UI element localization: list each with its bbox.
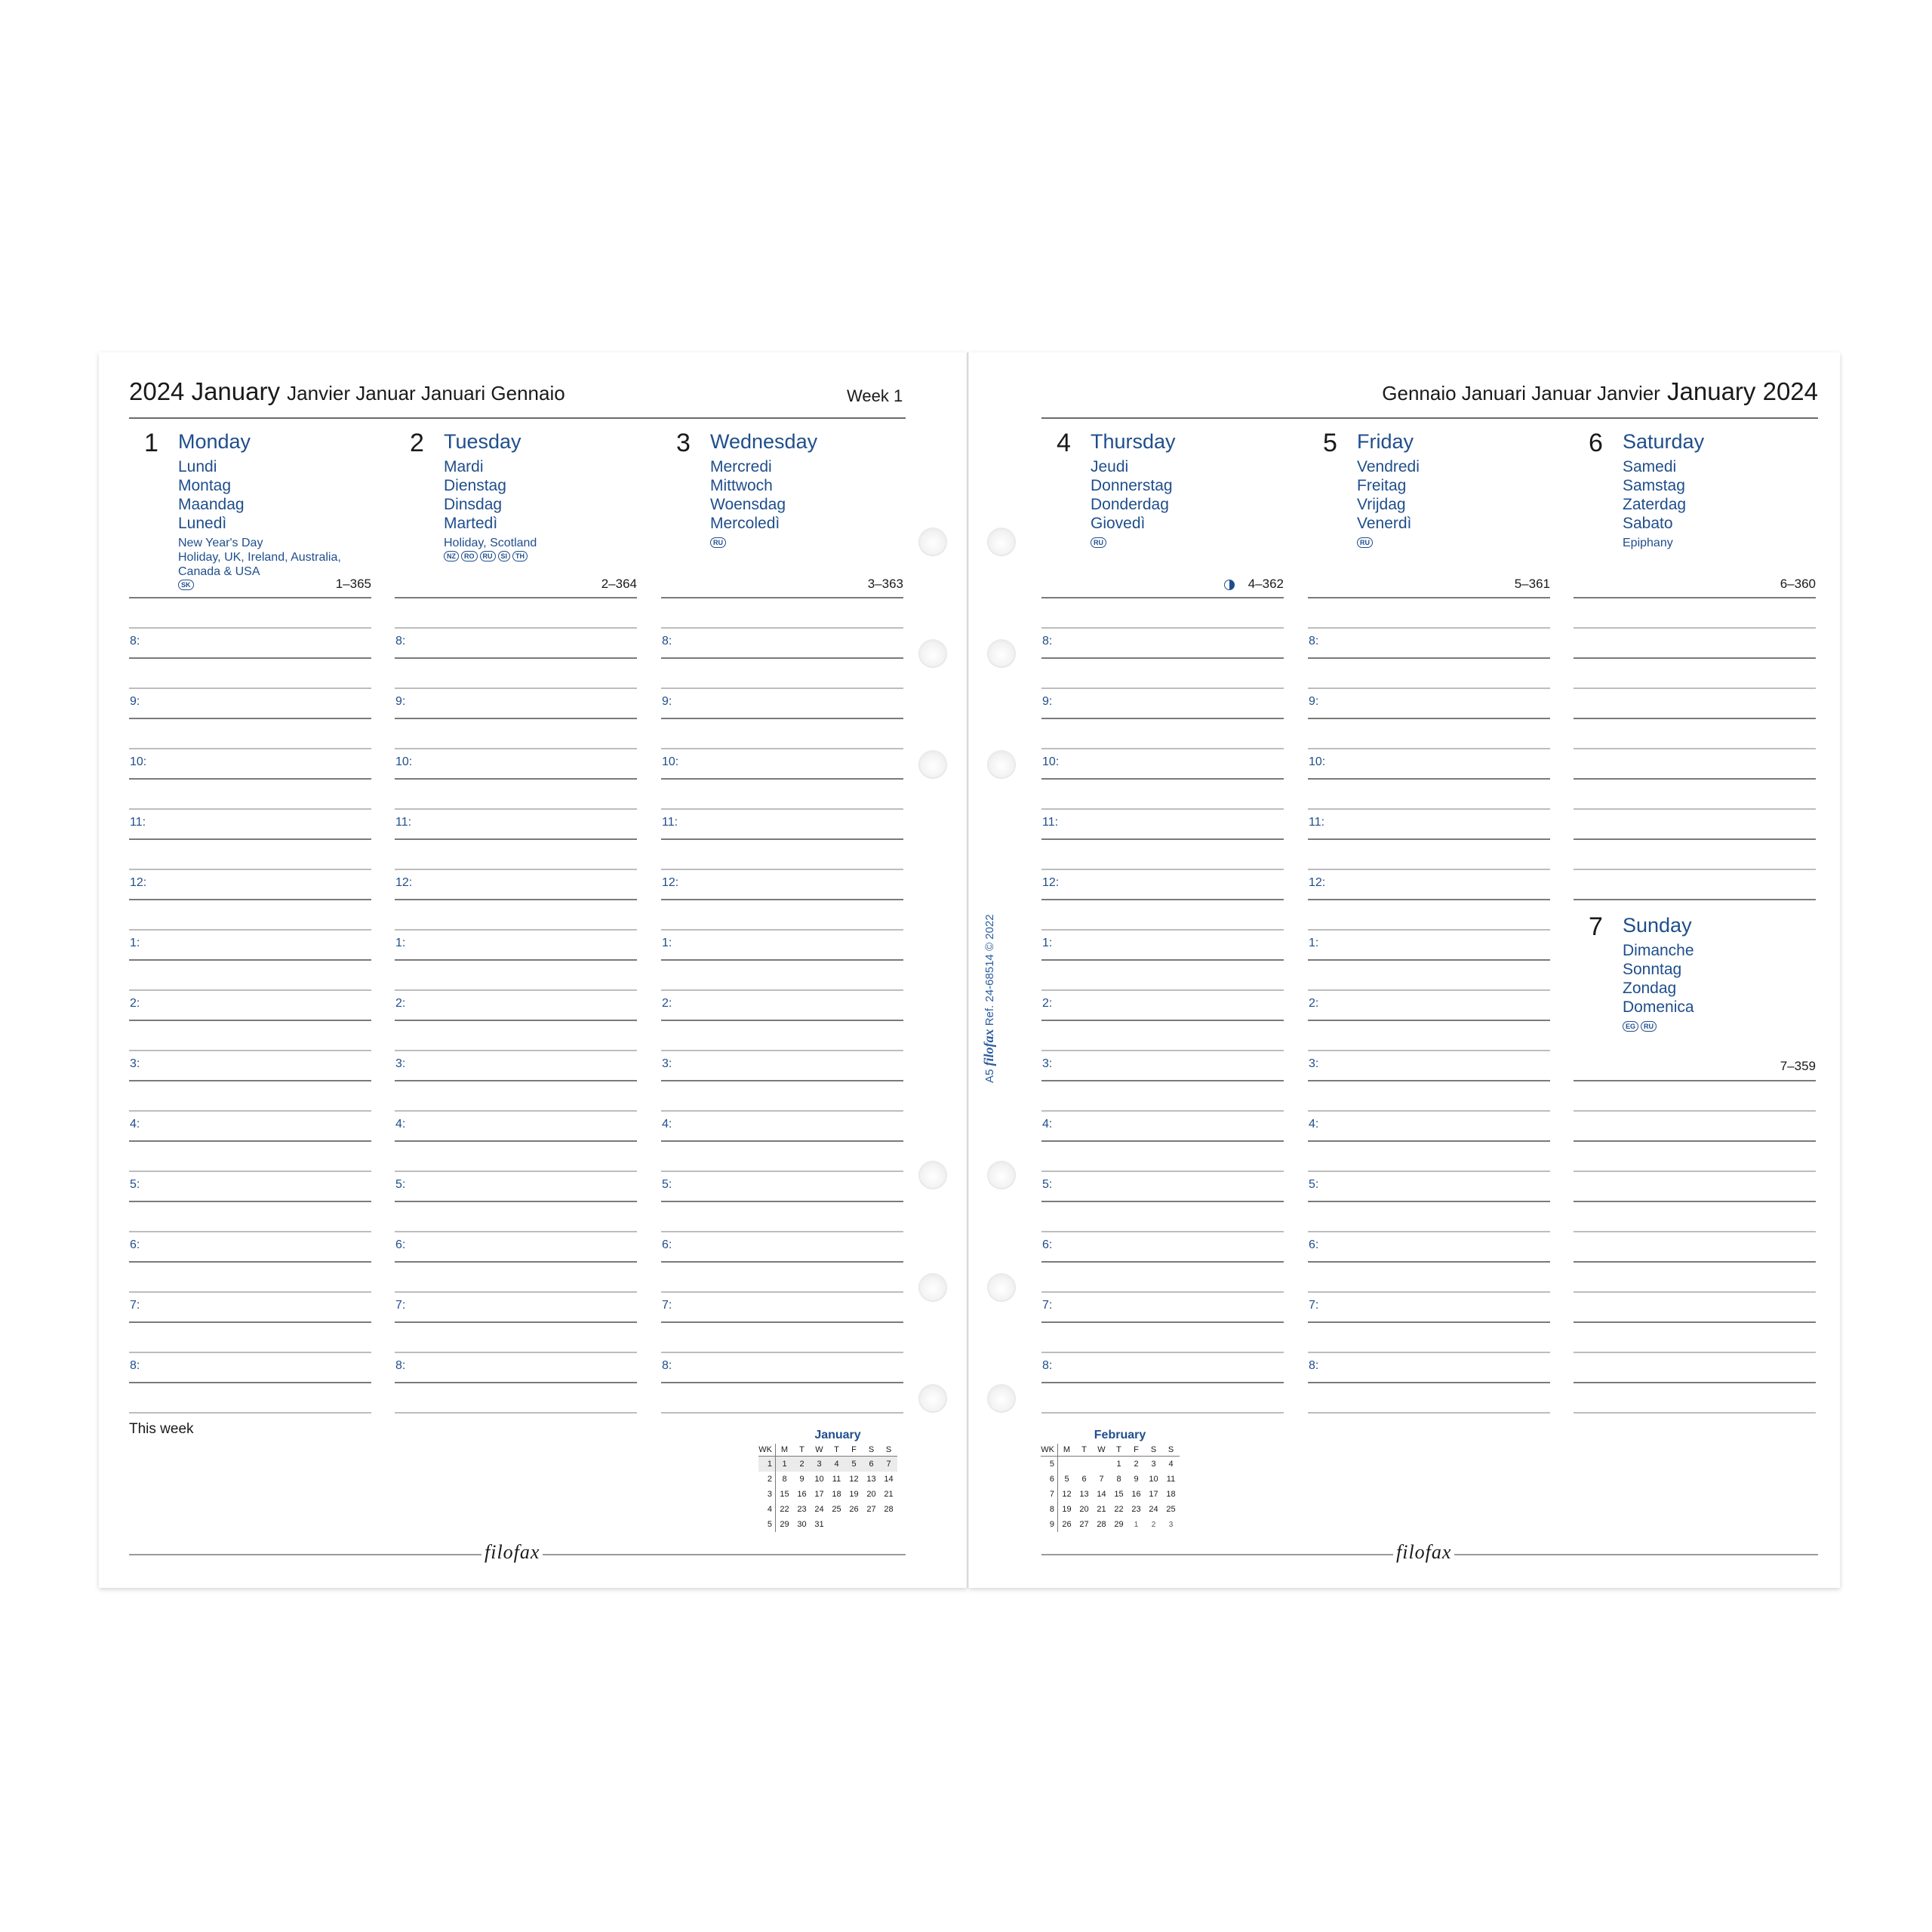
hour-label: 2: [395, 997, 406, 1010]
calendar-date: 18 [832, 1490, 841, 1499]
saturday-writing-area[interactable] [1574, 598, 1816, 900]
calendar-date: 13 [866, 1475, 876, 1484]
day-writing-area[interactable] [661, 598, 903, 1414]
day-writing-area[interactable] [395, 598, 637, 1414]
hour-label: 10: [662, 755, 679, 768]
calendar-date: 26 [1062, 1520, 1072, 1529]
calendar-date: 2 [1151, 1520, 1156, 1529]
mini-calendar-february [1041, 1429, 1184, 1532]
calendar-date: 4 [828, 1457, 845, 1472]
calendar-date: 15 [780, 1490, 789, 1499]
day-of-year-count [395, 577, 637, 592]
hour-label: 8: [662, 1359, 672, 1372]
country-badge: TH [512, 551, 528, 561]
mini-calendar-header: W [1093, 1444, 1110, 1457]
calendar-date: 16 [1131, 1490, 1141, 1499]
calendar-date [1075, 1457, 1093, 1472]
hour-label: 8: [130, 635, 140, 648]
hour-label: 10: [1042, 755, 1060, 768]
calendar-date: 3 [811, 1457, 828, 1472]
week-number: 1 [758, 1457, 776, 1472]
week-number: 5 [1041, 1457, 1058, 1472]
mini-calendar-week-row [758, 1457, 897, 1472]
country-badges [1091, 537, 1106, 548]
calendar-date: 20 [866, 1490, 876, 1499]
day-name-translation: Freitag [1357, 477, 1407, 494]
country-badge: NZ [444, 551, 459, 561]
hour-label: 4: [662, 1118, 672, 1131]
day-name-translation: Venerdì [1357, 515, 1412, 532]
country-badge: RU [1091, 537, 1106, 548]
calendar-date: 10 [814, 1475, 824, 1484]
hour-label: 2: [662, 997, 672, 1010]
calendar-date: 28 [884, 1505, 894, 1514]
right-page-title [1382, 377, 1818, 406]
calendar-date [845, 1517, 863, 1532]
day-count-text: 7–359 [1780, 1059, 1816, 1073]
punch-hole [918, 1161, 947, 1189]
mini-calendar-january [758, 1429, 902, 1532]
calendar-date: 15 [1114, 1490, 1124, 1499]
calendar-date: 21 [1097, 1505, 1106, 1514]
mini-calendar-header: WK [758, 1444, 776, 1457]
calendar-date: 29 [1114, 1520, 1124, 1529]
hour-label: 11: [130, 816, 146, 829]
mini-calendar-header: S [1162, 1444, 1180, 1457]
day-name-translation: Mardi [444, 458, 484, 475]
mini-calendar-grid [758, 1444, 897, 1532]
hour-label: 2: [1042, 997, 1053, 1010]
punch-hole [987, 750, 1016, 779]
calendar-date: 27 [866, 1505, 876, 1514]
calendar-date [863, 1517, 880, 1532]
hour-label: 11: [395, 816, 412, 829]
calendar-date: 7 [880, 1457, 897, 1472]
month-translations: Janvier Januar Januari Gennaio [287, 382, 565, 405]
mini-calendar-header: T [1075, 1444, 1093, 1457]
calendar-date: 9 [1134, 1475, 1139, 1484]
mini-calendar-week-row [758, 1487, 897, 1502]
mini-calendar-week-row [758, 1517, 897, 1532]
mini-calendar-header: S [880, 1444, 897, 1457]
hour-label: 6: [1309, 1238, 1319, 1251]
country-badge: EG [1623, 1021, 1638, 1032]
day-of-year-count [1574, 577, 1816, 592]
hour-label: 11: [662, 816, 678, 829]
calendar-date: 5 [845, 1457, 863, 1472]
hour-label: 4: [130, 1118, 140, 1131]
mini-calendar-header: M [1058, 1444, 1076, 1457]
hour-label: 10: [1309, 755, 1326, 768]
day-name-translation: Vrijdag [1357, 496, 1406, 513]
hour-label: 5: [395, 1178, 406, 1191]
calendar-date: 16 [797, 1490, 807, 1499]
header-rule-right [1041, 417, 1818, 419]
country-badge: RU [710, 537, 726, 548]
day-name-translation: Jeudi [1091, 458, 1129, 475]
filofax-logo: filofax [1393, 1541, 1454, 1564]
hour-label: 6: [395, 1238, 406, 1251]
brand-mark: filofax [981, 1029, 996, 1066]
hour-label: 10: [395, 755, 413, 768]
day-name: Monday [178, 430, 251, 453]
page-spine [967, 352, 969, 1588]
country-badge: RU [480, 551, 496, 561]
calendar-date: 14 [884, 1475, 894, 1484]
calendar-date: 3 [1168, 1520, 1174, 1529]
calendar-date: 1 [1116, 1460, 1121, 1469]
calendar-date: 22 [780, 1505, 789, 1514]
mini-calendar-title: January [814, 1429, 861, 1441]
calendar-date: 14 [1097, 1490, 1106, 1499]
day-writing-area[interactable] [129, 598, 371, 1414]
hour-label: 12: [130, 876, 147, 889]
mini-calendar-header: M [776, 1444, 794, 1457]
hour-label: 3: [662, 1057, 672, 1070]
day-writing-area[interactable] [1041, 598, 1284, 1414]
mini-calendar-week-row [1041, 1502, 1180, 1517]
mini-calendar-header: S [863, 1444, 880, 1457]
hour-label: 5: [1042, 1178, 1053, 1191]
day-name-translation: Dienstag [444, 477, 506, 494]
calendar-date: 12 [1062, 1490, 1072, 1499]
hour-label: 1: [130, 937, 140, 949]
week-number: 9 [1041, 1517, 1058, 1532]
mini-calendar-header: T [828, 1444, 845, 1457]
calendar-date [1058, 1457, 1076, 1472]
punch-hole [918, 1384, 947, 1413]
calendar-date: 21 [884, 1490, 894, 1499]
hour-label: 1: [1042, 937, 1053, 949]
header-rule-left [129, 417, 906, 419]
day-of-year-count [1308, 577, 1550, 592]
mini-calendar-grid [1041, 1444, 1180, 1532]
hour-label: 1: [662, 937, 672, 949]
hour-label: 4: [1309, 1118, 1319, 1131]
day-name-translation: Woensdag [710, 496, 786, 513]
hour-label: 9: [1042, 695, 1053, 708]
month-year-title: January 2024 [1667, 377, 1818, 405]
hour-label: 9: [395, 695, 406, 708]
calendar-date: 17 [1149, 1490, 1158, 1499]
hour-label: 9: [130, 695, 140, 708]
calendar-date: 1 [776, 1457, 794, 1472]
hour-label: 2: [1309, 997, 1319, 1010]
week-number: 5 [758, 1517, 776, 1532]
day-name-translation: Zondag [1623, 980, 1677, 997]
hour-label: 8: [130, 1359, 140, 1372]
calendar-date: 19 [1062, 1505, 1072, 1514]
day-number: 6 [1589, 429, 1603, 457]
hour-label: 8: [1309, 1359, 1319, 1372]
hour-label: 7: [662, 1299, 672, 1312]
hour-label: 11: [1042, 816, 1059, 829]
punch-hole [987, 528, 1016, 556]
day-name-translation: Samedi [1623, 458, 1677, 475]
country-badge: RU [1357, 537, 1373, 548]
punch-hole [987, 639, 1016, 668]
day-count-text: 6–360 [1780, 577, 1816, 591]
calendar-date: 11 [832, 1475, 841, 1484]
week-number-label: Week 1 [847, 386, 903, 405]
this-week-label: This week [129, 1421, 194, 1437]
calendar-date: 8 [782, 1475, 787, 1484]
country-badge: SI [498, 551, 511, 561]
calendar-date: 6 [863, 1457, 880, 1472]
page-size-label: A5 [983, 1069, 996, 1083]
calendar-date: 25 [1166, 1505, 1176, 1514]
calendar-date: 9 [799, 1475, 804, 1484]
day-count-text: 5–361 [1514, 577, 1550, 591]
calendar-date: 23 [797, 1505, 807, 1514]
calendar-date: 31 [814, 1520, 824, 1529]
day-number: 5 [1323, 429, 1337, 457]
day-name: Thursday [1091, 430, 1176, 453]
hour-label: 6: [1042, 1238, 1053, 1251]
week-number: 2 [758, 1472, 776, 1487]
holiday-text: Holiday, Scotland [444, 537, 537, 549]
punch-hole [918, 528, 947, 556]
mini-calendar-header: F [1128, 1444, 1145, 1457]
day-of-year-count [661, 577, 903, 592]
calendar-date: 17 [814, 1490, 824, 1499]
hour-label: 12: [1042, 876, 1060, 889]
calendar-date [828, 1517, 845, 1532]
hour-label: 4: [395, 1118, 406, 1131]
hour-label: 7: [1309, 1299, 1319, 1312]
mini-calendar-header: T [793, 1444, 811, 1457]
week-number: 4 [758, 1502, 776, 1517]
calendar-date: 24 [1149, 1505, 1158, 1514]
hour-label: 10: [130, 755, 147, 768]
day-name-translation: Martedì [444, 515, 498, 532]
day-number: 2 [410, 429, 424, 457]
day-count-text: 2–364 [601, 577, 637, 591]
week-number: 7 [1041, 1487, 1058, 1502]
holiday-text: Epiphany [1623, 537, 1673, 549]
country-badges [1623, 1021, 1657, 1032]
country-badges [710, 537, 726, 548]
day-name-translation: Zaterdag [1623, 496, 1687, 513]
mini-calendar-header: W [811, 1444, 828, 1457]
calendar-date [880, 1517, 897, 1532]
day-name: Saturday [1623, 430, 1705, 453]
day-name: Tuesday [444, 430, 521, 453]
day-name-translation: Vendredi [1357, 458, 1420, 475]
ref-number: Ref. 24-68514 [983, 954, 996, 1026]
mini-calendar-week-row [1041, 1517, 1180, 1532]
day-count-text: 4–362 [1247, 577, 1284, 591]
filofax-logo: filofax [481, 1541, 543, 1564]
day-of-year-count [129, 577, 371, 592]
week-number: 6 [1041, 1472, 1058, 1487]
day-name-translation: Mercredi [710, 458, 772, 475]
hour-label: 6: [130, 1238, 140, 1251]
hour-label: 8: [395, 1359, 406, 1372]
hour-label: 3: [1042, 1057, 1053, 1070]
country-badge: RU [1641, 1021, 1657, 1032]
day-name-translation: Donnerstag [1091, 477, 1173, 494]
mini-calendar-week-row [758, 1472, 897, 1487]
calendar-date: 6 [1081, 1475, 1087, 1484]
day-name-translation: Samstag [1623, 477, 1685, 494]
calendar-date: 18 [1166, 1490, 1176, 1499]
calendar-date: 1 [1134, 1520, 1139, 1529]
mini-calendar-week-row [1041, 1487, 1180, 1502]
country-badges [444, 551, 528, 561]
hour-label: 1: [395, 937, 406, 949]
calendar-date: 30 [797, 1520, 807, 1529]
punch-hole [987, 1161, 1016, 1189]
day-name-translation: Mittwoch [710, 477, 773, 494]
hour-label: 8: [1042, 635, 1053, 648]
punch-hole [918, 1273, 947, 1302]
mini-calendar-header: F [845, 1444, 863, 1457]
left-page-title [129, 377, 565, 406]
hour-label: 4: [1042, 1118, 1053, 1131]
hour-label: 7: [130, 1299, 140, 1312]
day-name-translation: Montag [178, 477, 232, 494]
calendar-date: 2 [793, 1457, 811, 1472]
calendar-date: 27 [1079, 1520, 1089, 1529]
day-name-translation: Lundi [178, 458, 217, 475]
hour-label: 8: [395, 635, 406, 648]
mini-calendar-week-row [758, 1502, 897, 1517]
copyright: © 2022 [983, 914, 996, 952]
month-year-title: 2024 January [129, 377, 280, 405]
day-number: 1 [144, 429, 158, 457]
calendar-date [1093, 1457, 1110, 1472]
hour-label: 11: [1309, 816, 1325, 829]
hour-label: 6: [662, 1238, 672, 1251]
mini-calendar-header: WK [1041, 1444, 1058, 1457]
day-writing-area[interactable] [1308, 598, 1550, 1414]
calendar-date: 8 [1116, 1475, 1121, 1484]
day-number: 7 [1589, 912, 1603, 941]
mini-calendar-week-row [1041, 1472, 1180, 1487]
country-badge: RO [461, 551, 478, 561]
mini-calendar-header: T [1110, 1444, 1128, 1457]
day-name: Wednesday [710, 430, 818, 453]
holiday-text: Holiday, UK, Ireland, Australia, [178, 551, 341, 564]
calendar-date: 11 [1166, 1475, 1176, 1484]
holiday-text: New Year's Day [178, 537, 263, 549]
calendar-date: 22 [1114, 1505, 1124, 1514]
hour-label: 5: [130, 1178, 140, 1191]
day-name-translation: Sabato [1623, 515, 1673, 532]
hour-label: 12: [1309, 876, 1326, 889]
calendar-date: 10 [1149, 1475, 1158, 1484]
calendar-date: 29 [780, 1520, 789, 1529]
day-name: Sunday [1623, 914, 1692, 937]
punch-hole [987, 1273, 1016, 1302]
hour-label: 9: [662, 695, 672, 708]
mini-calendar-title: February [1094, 1429, 1146, 1441]
hour-label: 7: [395, 1299, 406, 1312]
day-name-translation: Maandag [178, 496, 245, 513]
sunday-writing-area[interactable] [1574, 1081, 1816, 1414]
day-name-translation: Dimanche [1623, 942, 1694, 959]
day-of-year-count [1041, 577, 1284, 592]
hour-label: 5: [1309, 1178, 1319, 1191]
day-count-text: 1–365 [335, 577, 371, 591]
week-number: 3 [758, 1487, 776, 1502]
day-number: 3 [676, 429, 691, 457]
day-name-translation: Lunedì [178, 515, 227, 532]
day-number: 4 [1057, 429, 1071, 457]
day-name-translation: Mercoledì [710, 515, 780, 532]
calendar-date: 3 [1151, 1460, 1156, 1469]
punch-hole [918, 750, 947, 779]
calendar-date: 12 [849, 1475, 859, 1484]
calendar-date: 24 [814, 1505, 824, 1514]
day-count-text: 3–363 [867, 577, 903, 591]
calendar-date: 26 [849, 1505, 859, 1514]
holiday-text: Canada & USA [178, 565, 260, 578]
calendar-date: 19 [849, 1490, 859, 1499]
hour-label: 9: [1309, 695, 1319, 708]
hour-label: 2: [130, 997, 140, 1010]
calendar-date: 7 [1099, 1475, 1104, 1484]
month-translations: Gennaio Januari Januar Janvier [1382, 382, 1660, 405]
calendar-date: 20 [1079, 1505, 1089, 1514]
hour-label: 5: [662, 1178, 672, 1191]
day-of-year-count [1574, 1059, 1816, 1074]
calendar-date: 5 [1064, 1475, 1069, 1484]
country-badge: SK [178, 580, 194, 590]
calendar-date: 28 [1097, 1520, 1106, 1529]
day-name-translation: Donderdag [1091, 496, 1169, 513]
day-name-translation: Dinsdag [444, 496, 503, 513]
day-name-translation: Giovedì [1091, 515, 1146, 532]
mini-calendar-week-row [1041, 1457, 1180, 1472]
mini-calendar-header: S [1145, 1444, 1162, 1457]
punch-hole [987, 1384, 1016, 1413]
hour-label: 3: [1309, 1057, 1319, 1070]
week-number: 8 [1041, 1502, 1058, 1517]
punch-hole [918, 639, 947, 668]
hour-label: 12: [662, 876, 679, 889]
day-name: Friday [1357, 430, 1414, 453]
hour-label: 12: [395, 876, 413, 889]
hour-label: 3: [395, 1057, 406, 1070]
hour-label: 1: [1309, 937, 1319, 949]
day-name-translation: Sonntag [1623, 961, 1682, 978]
calendar-date: 23 [1131, 1505, 1141, 1514]
last-quarter-moon-icon [1224, 580, 1235, 590]
calendar-date: 2 [1134, 1460, 1139, 1469]
hour-label: 8: [1309, 635, 1319, 648]
product-reference [981, 914, 997, 1083]
hour-label: 3: [130, 1057, 140, 1070]
country-badges [1357, 537, 1373, 548]
hour-label: 8: [1042, 1359, 1053, 1372]
hour-label: 7: [1042, 1299, 1053, 1312]
calendar-date: 13 [1079, 1490, 1089, 1499]
calendar-date: 25 [832, 1505, 841, 1514]
calendar-date: 4 [1168, 1460, 1174, 1469]
day-name-translation: Domenica [1623, 998, 1694, 1016]
hour-label: 8: [662, 635, 672, 648]
